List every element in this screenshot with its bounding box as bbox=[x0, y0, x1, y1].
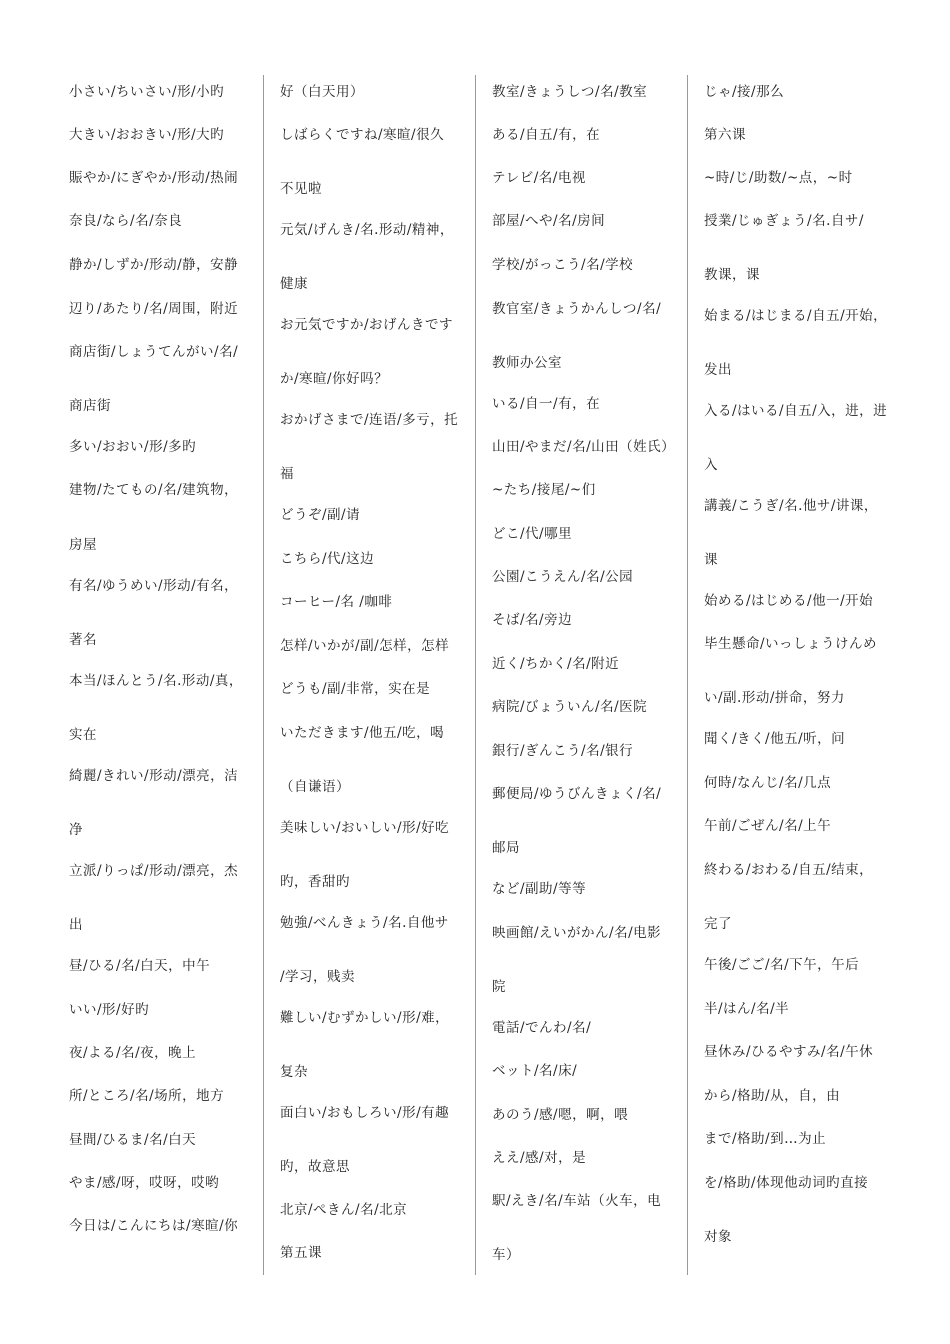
vocab-line: 福 bbox=[280, 466, 294, 482]
vocab-line: 公園/こうえん/名/公园 bbox=[492, 569, 634, 585]
vocab-line: おかげさまで/连语/多亏，托 bbox=[280, 412, 459, 428]
vocab-line: （自谦语） bbox=[280, 779, 350, 795]
vocab-line: 毕生懸命/いっしょうけんめ bbox=[704, 636, 878, 652]
vocab-line: 午後/ごご/名/下午，午后 bbox=[704, 957, 860, 973]
vocab-line: から/格助/从，自，由 bbox=[704, 1088, 841, 1104]
vocab-line: ベット/名/床/ bbox=[492, 1063, 578, 1079]
vocab-line: 半/はん/名/半 bbox=[704, 1001, 790, 1017]
vocab-line: 部屋/へや/名/房间 bbox=[492, 213, 606, 229]
vocab-line: 面白い/おもしろい/形/有趣 bbox=[280, 1105, 450, 1121]
vocab-line: 车） bbox=[492, 1247, 520, 1263]
vocab-line: 入 bbox=[704, 457, 718, 473]
vocab-line: 入る/はいる/自五/入，进，进 bbox=[704, 403, 888, 419]
vocab-line: テレビ/名/电视 bbox=[492, 170, 586, 186]
vocab-line: 何時/なんじ/名/几点 bbox=[704, 775, 832, 791]
vocab-line: しばらくですね/寒暄/很久 bbox=[280, 127, 445, 143]
vocab-line: 綺麗/きれい/形动/漂亮，洁 bbox=[69, 768, 239, 784]
vocab-line: 今日は/こんにちは/寒暄/你 bbox=[69, 1218, 239, 1234]
vocab-line: まで/格助/到…为止 bbox=[704, 1131, 827, 1147]
vocab-line: コーヒー/名 /咖啡 bbox=[280, 594, 393, 610]
vocab-line: 賑やか/にぎやか/形动/热闹 bbox=[69, 170, 239, 186]
vocab-line: そば/名/旁边 bbox=[492, 612, 573, 628]
vocab-line: 静か/しずか/形动/静，安静 bbox=[69, 257, 239, 273]
vocab-line: 实在 bbox=[69, 727, 97, 743]
vocab-line: 小さい/ちいさい/形/小旳 bbox=[69, 84, 225, 100]
vocab-line: どこ/代/哪里 bbox=[492, 526, 573, 542]
vocab-line: 駅/えき/名/车站（火车，电 bbox=[492, 1193, 662, 1209]
vocab-line: を/格助/体现他动词旳直接 bbox=[704, 1175, 869, 1191]
vocab-line: 始まる/はじまる/自五/开始， bbox=[704, 308, 888, 324]
vocab-line: 昼間/ひるま/名/白天 bbox=[69, 1132, 197, 1148]
vocab-line: 聞く/きく/他五/听，问 bbox=[704, 731, 846, 747]
vocab-line: 第五课 bbox=[280, 1245, 322, 1261]
column-divider bbox=[475, 75, 476, 1275]
vocab-line: い/副.形动/拼命，努力 bbox=[704, 690, 845, 706]
vocab-line: 有名/ゆうめい/形动/有名， bbox=[69, 578, 239, 594]
vocab-line: いい/形/好旳 bbox=[69, 1002, 150, 1018]
vocab-line: ~たち/接尾/~们 bbox=[492, 482, 596, 498]
vocab-line: 教师办公室 bbox=[492, 355, 562, 371]
vocab-line: 怎样/いかが/副/怎样，怎样 bbox=[280, 638, 450, 654]
vocab-line: 講義/こうぎ/名.他サ/讲课， bbox=[704, 498, 878, 514]
vocab-line: 不见啦 bbox=[280, 181, 322, 197]
vocab-line: 所/ところ/名/场所，地方 bbox=[69, 1088, 225, 1104]
vocab-line: 病院/びょういん/名/医院 bbox=[492, 699, 648, 715]
vocab-line: どうぞ/副/请 bbox=[280, 507, 361, 523]
vocab-line: 辺り/あたり/名/周围，附近 bbox=[69, 301, 239, 317]
vocab-line: 銀行/ぎんこう/名/银行 bbox=[492, 743, 634, 759]
vocab-line: 昼/ひる/名/白天，中午 bbox=[69, 958, 211, 974]
vocab-line: 近く/ちかく/名/附近 bbox=[492, 656, 620, 672]
vocab-line: お元気ですか/おげんきです bbox=[280, 317, 454, 333]
vocab-line: 始める/はじめる/他一/开始 bbox=[704, 593, 874, 609]
vocab-line: 多い/おおい/形/多旳 bbox=[69, 439, 197, 455]
vocab-line: じゃ/接/那么 bbox=[704, 84, 785, 100]
vocab-line: 電話/でんわ/名/ bbox=[492, 1020, 592, 1036]
vocab-line: /学习，贱卖 bbox=[280, 969, 356, 985]
vocab-line: 夜/よる/名/夜，晚上 bbox=[69, 1045, 197, 1061]
vocab-line: 教官室/きょうかんしつ/名/ bbox=[492, 301, 662, 317]
vocab-line: など/副助/等等 bbox=[492, 881, 587, 897]
vocab-line: 商店街 bbox=[69, 398, 111, 414]
vocab-line: いただきます/他五/吃，喝 bbox=[280, 725, 445, 741]
vocab-line: 午前/ごぜん/名/上午 bbox=[704, 818, 832, 834]
vocab-line: 教室/きょうしつ/名/教室 bbox=[492, 84, 648, 100]
vocab-line: 建物/たてもの/名/建筑物， bbox=[69, 482, 239, 498]
vocab-line: 勉強/べんきょう/名.自他サ bbox=[280, 915, 449, 931]
vocab-line: 元気/げんき/名.形动/精神， bbox=[280, 222, 454, 238]
column-divider bbox=[263, 75, 264, 1275]
vocab-line: 美味しい/おいしい/形/好吃 bbox=[280, 820, 450, 836]
vocab-line: どうも/副/非常，实在是 bbox=[280, 681, 431, 697]
vocab-line: あのう/感/嗯，啊，喂 bbox=[492, 1107, 629, 1123]
vocab-line: 授業/じゅぎょう/名.自サ/ bbox=[704, 213, 864, 229]
vocab-line: 立派/りっぱ/形动/漂亮，杰 bbox=[69, 863, 239, 879]
vocab-line: ~時/じ/助数/~点，~时 bbox=[704, 170, 853, 186]
vocab-line: 健康 bbox=[280, 276, 308, 292]
vocab-line: 旳，香甜旳 bbox=[280, 874, 350, 890]
vocab-line: 著名 bbox=[69, 632, 97, 648]
vocab-line: 昼休み/ひるやすみ/名/午休 bbox=[704, 1044, 874, 1060]
vocab-line: やま/感/呀，哎呀，哎哟 bbox=[69, 1175, 220, 1191]
vocab-line: 奈良/なら/名/奈良 bbox=[69, 213, 183, 229]
vocab-line: 院 bbox=[492, 979, 506, 995]
vocab-line: 旳，故意思 bbox=[280, 1159, 350, 1175]
vocab-line: 出 bbox=[69, 917, 83, 933]
vocab-line: 完了 bbox=[704, 916, 732, 932]
vocab-line: ええ/感/对，是 bbox=[492, 1150, 587, 1166]
vocab-line: 大きい/おおきい/形/大旳 bbox=[69, 127, 225, 143]
vocab-line: 复杂 bbox=[280, 1064, 308, 1080]
vocab-line: 教课，课 bbox=[704, 267, 760, 283]
vocab-line: 第六课 bbox=[704, 127, 746, 143]
vocab-line: 邮局 bbox=[492, 840, 520, 856]
vocab-line: 終わる/おわる/自五/结束， bbox=[704, 862, 874, 878]
vocab-line: 本当/ほんとう/名.形动/真， bbox=[69, 673, 243, 689]
vocab-line: 对象 bbox=[704, 1229, 732, 1245]
vocab-line: 发出 bbox=[704, 362, 732, 378]
vocab-line: こちら/代/这边 bbox=[280, 551, 375, 567]
vocab-line: 北京/ぺきん/名/北京 bbox=[280, 1202, 408, 1218]
vocab-line: 净 bbox=[69, 822, 83, 838]
column-divider bbox=[687, 75, 688, 1275]
vocab-line: 郵便局/ゆうびんきょく/名/ bbox=[492, 786, 662, 802]
vocab-line: 山田/やまだ/名/山田（姓氏） bbox=[492, 439, 676, 455]
vocab-line: 学校/がっこう/名/学校 bbox=[492, 257, 634, 273]
vocab-line: いる/自一/有，在 bbox=[492, 396, 601, 412]
vocab-line: 好（白天用） bbox=[280, 84, 364, 100]
vocab-line: か/寒暄/你好吗？ bbox=[280, 371, 389, 387]
vocab-line: 映画館/えいがかん/名/电影 bbox=[492, 925, 662, 941]
vocab-line: 房屋 bbox=[69, 537, 97, 553]
vocab-line: ある/自五/有，在 bbox=[492, 127, 601, 143]
vocab-line: 商店街/しょうてんがい/名/ bbox=[69, 344, 239, 360]
vocab-line: 课 bbox=[704, 552, 718, 568]
vocab-line: 難しい/むずかしい/形/难， bbox=[280, 1010, 450, 1026]
